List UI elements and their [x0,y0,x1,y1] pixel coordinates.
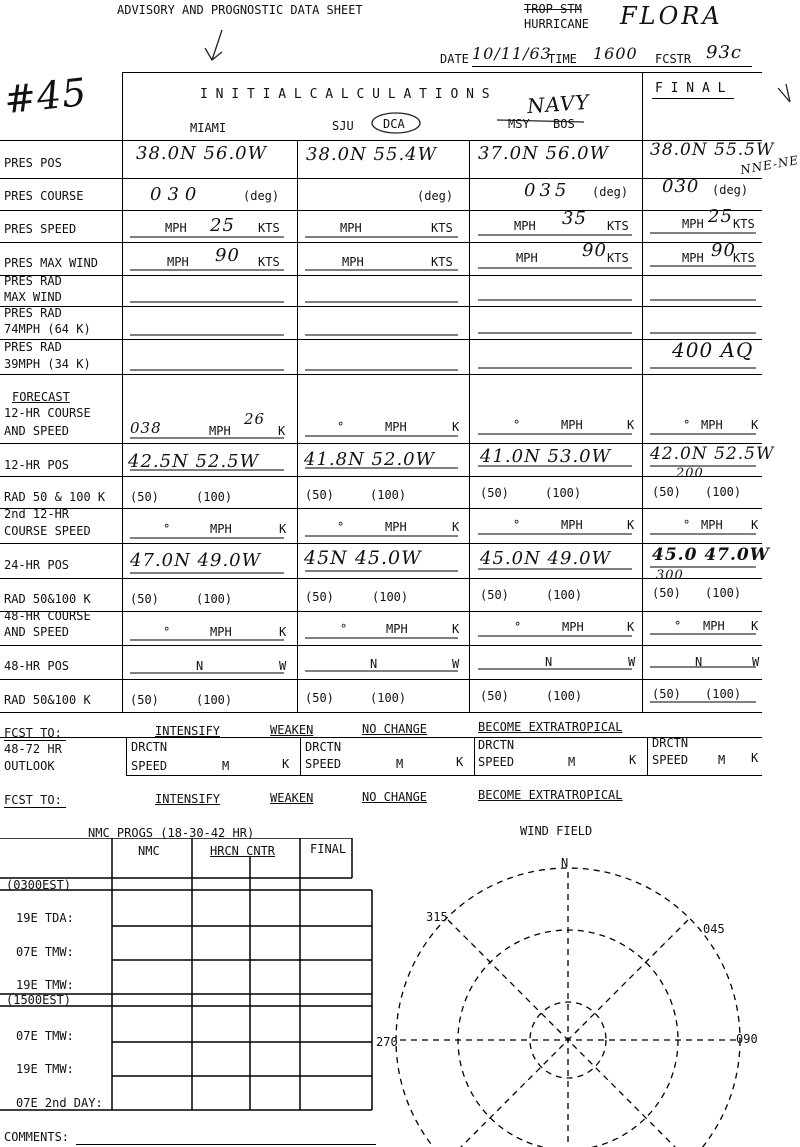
unit-mph: MPH [385,420,407,434]
unit-kts: KTS [733,251,755,265]
hw-final-12hr-pos: 42.0N 52.5W [650,444,775,464]
row-24hr-pos: 24-HR POS [4,558,70,572]
row-pres-rad-39-1: PRES RAD [4,340,62,354]
row-pres-course: PRES COURSE [4,189,84,203]
grid-vline [300,737,301,775]
unit-kts: KTS [607,251,629,265]
rad-100: (100) [546,689,583,703]
time-label: TIME [548,52,577,66]
unit-mph: MPH [210,625,232,639]
row-pres-rad-39-2: 39MPH (34 K) [4,357,91,371]
nmc-row-19e-tmw: 19E TMW: [16,978,74,992]
outlook-speed: SPEED [305,757,342,771]
unit-deg-symbol: ° [337,520,345,534]
row-48hr-pos: 48-HR POS [4,659,70,673]
unit-deg-symbol: ° [683,518,691,532]
outlook-k: K [456,755,464,769]
hw-miami-pos: 38.0N 56.0W [136,143,268,164]
hw-miami-speed: 25 [210,215,235,236]
unit-deg: (deg) [243,189,280,203]
outlook-drctn: DRCTN [305,740,342,754]
unit-mph: MPH [514,219,536,233]
unit-mph: MPH [165,221,187,235]
unit-mph: MPH [385,520,407,534]
unit-n: N [370,657,378,671]
hw-miami-wind: 90 [215,245,240,266]
unit-mph: MPH [682,217,704,231]
rad-100: (100) [196,592,233,606]
rad-100: (100) [545,486,582,500]
row-forecast-1: FORECAST [12,390,70,404]
unit-mph: MPH [516,251,538,265]
fcst-no-change: NO CHANGE [362,722,428,736]
row-rad-50-100-b: RAD 50&100 K [4,592,91,606]
nmc-col-hrcn: HRCN CNTR [210,844,276,858]
unit-mph: MPH [562,620,584,634]
hw-navy-wind: 90 [582,240,607,261]
fcstr-value: 93c [706,42,742,63]
unit-deg-symbol: ° [513,518,521,532]
row-pres-max-wind: PRES MAX WIND [4,256,98,270]
row-pres-pos: PRES POS [4,156,62,170]
hw-dca-12hr-pos: 41.8N 52.0W [304,449,436,470]
rad-50: (50) [652,687,681,701]
outlook-k: K [751,751,759,765]
hw-final-24hr-rad: 300 [656,568,684,583]
rad-50: (50) [305,691,334,705]
hw-navy-pos: 37.0N 56.0W [478,143,610,164]
unit-k: K [751,619,759,633]
unit-kts: KTS [258,221,280,235]
fcst-weaken-2: WEAKEN [270,791,314,805]
comments-label: COMMENTS: [4,1130,70,1144]
fcst-to-label-2: FCST TO: [4,793,62,807]
unit-mph: MPH [703,619,725,633]
fcst-underline [4,740,66,741]
outlook-speed: SPEED [478,755,515,769]
fcst-extratropical: BECOME EXTRATROPICAL [478,720,623,734]
storm-type: HURRICANE [524,17,590,31]
time-value: 1600 [593,44,638,63]
hw-navy-speed: 35 [562,208,587,229]
col-navy: NAVY [526,89,591,119]
unit-k: K [627,418,635,432]
unit-kts: KTS [258,255,280,269]
unit-deg-symbol: ° [683,418,691,432]
hw-final-rad-34: 400 AQ [672,338,754,362]
nmc-col-nmc: NMC [138,844,160,858]
nmc-col-final: FINAL [310,842,347,856]
rad-50: (50) [480,486,509,500]
row-2nd-course-2: COURSE SPEED [4,524,91,538]
unit-mph: MPH [561,518,583,532]
unit-deg-symbol: ° [674,619,682,633]
unit-w: W [452,657,460,671]
grid-vline [126,737,127,775]
wind-270: 270 [376,1035,398,1049]
unit-kts: KTS [431,221,453,235]
unit-k: K [751,418,759,432]
fcst-intensify: INTENSIFY [155,724,221,738]
rad-50: (50) [480,689,509,703]
storm-type-struck: TROP STM [524,2,582,16]
date-label: DATE [440,52,469,66]
rad-50: (50) [130,592,159,606]
row-pres-rad-max-2: MAX WIND [4,290,62,304]
hw-miami-12hr-speed: 26 [244,410,266,428]
unit-k: K [452,420,460,434]
unit-deg: (deg) [592,185,629,199]
rad-50: (50) [480,588,509,602]
col-sju: SJU [332,119,354,133]
unit-k: K [279,522,287,536]
hw-dca-pos: 38.0N 55.4W [306,144,438,165]
outlook-k: K [629,753,637,767]
unit-deg-symbol: ° [163,625,171,639]
fcst-extratropical-2: BECOME EXTRATROPICAL [478,788,623,802]
outlook-drctn: DRCTN [131,740,168,754]
grid-vline [647,737,648,775]
hw-navy-12hr-pos: 41.0N 53.0W [480,446,612,467]
wind-field-diagram [380,850,780,1147]
date-value: 10/11/63 [472,44,552,63]
unit-mph: MPH [210,522,232,536]
row-12hr-pos: 12-HR POS [4,458,70,472]
hw-final-wind: 90 [711,240,736,261]
hw-final-12hr-rad: 200 [676,466,704,481]
row-pres-speed: PRES SPEED [4,222,77,236]
hw-miami-12hr-pos: 42.5N 52.5W [128,451,260,472]
hw-final-speed: 25 [708,206,733,227]
nmc-row-19e-tda: 19E TDA: [16,911,74,925]
fcst-underline [4,807,66,808]
wind-315: 315 [426,910,448,924]
unit-deg: (deg) [712,183,749,197]
unit-k: K [279,625,287,639]
rad-50: (50) [130,693,159,707]
rad-100: (100) [705,485,742,499]
col-dca: DCA [383,117,405,131]
wind-090: 090 [736,1032,758,1046]
unit-deg-symbol: ° [337,420,345,434]
rad-100: (100) [705,586,742,600]
rad-100: (100) [370,691,407,705]
rad-100: (100) [196,693,233,707]
unit-n: N [196,659,204,673]
unit-mph: MPH [561,418,583,432]
unit-w: W [279,659,287,673]
col-miami: MIAMI [190,121,227,135]
rad-100: (100) [196,490,233,504]
unit-w: W [752,655,760,669]
outlook-drctn: DRCTN [478,738,515,752]
fcstr-label: FCSTR [655,52,692,66]
storm-name: FLORA [620,2,723,30]
row-pres-rad-74-1: PRES RAD [4,306,62,320]
unit-kts: KTS [431,255,453,269]
row-rad-50-100-a: RAD 50 & 100 K [4,490,106,504]
hw-final-24hr-pos: 45.0 47.0W [652,545,770,565]
col-bos: BOS [553,117,575,131]
unit-k: K [278,424,286,438]
col-msy: MSY [508,117,530,131]
wind-field-title: WIND FIELD [520,824,593,838]
hw-final-pos: 38.0N 55.5W [650,140,775,160]
row-48hr-course-2: AND SPEED [4,625,70,639]
fcst-no-change-2: NO CHANGE [362,790,428,804]
unit-deg-symbol: ° [514,620,522,634]
nmc-row-07e-2nd-day: 07E 2nd DAY: [16,1096,103,1110]
comments-line [76,1144,376,1145]
row-pres-rad-max-1: PRES RAD [4,274,62,288]
fcst-intensify-2: INTENSIFY [155,792,221,806]
hw-navy-24hr-pos: 45.0N 49.0W [480,548,612,569]
unit-mph: MPH [340,221,362,235]
grid-line [126,775,762,776]
hw-navy-course: 035 [524,180,571,201]
hw-final-course-note: NNE-NE [739,152,800,178]
outlook-m: M [396,757,404,771]
rad-50: (50) [652,485,681,499]
unit-k: K [627,518,635,532]
unit-deg-symbol: ° [513,418,521,432]
hw-miami-24hr-pos: 47.0N 49.0W [130,550,262,571]
nmc-title: NMC PROGS (18-30-42 HR) [88,826,255,840]
outlook-m: M [718,753,726,767]
row-forecast-3: AND SPEED [4,424,70,438]
hw-miami-course: 030 [150,184,203,205]
nmc-row-19e-tmw-2: 19E TMW: [16,1062,74,1076]
rad-100: (100) [370,488,407,502]
rad-50: (50) [305,488,334,502]
outlook-label-1: 48-72 HR [4,742,62,756]
nmc-row-07e-tmw: 07E TMW: [16,945,74,959]
outlook-speed: SPEED [652,753,689,767]
unit-k: K [627,620,635,634]
fcst-to-label: FCST TO: [4,726,62,740]
unit-deg-symbol: ° [340,622,348,636]
wind-north: N [561,856,569,870]
rad-50: (50) [305,590,334,604]
unit-mph: MPH [167,255,189,269]
unit-w: W [628,655,636,669]
hw-final-course: 030 [662,176,700,197]
grid-vline [474,737,475,775]
unit-k: K [751,518,759,532]
row-rad-50-100-c: RAD 50&100 K [4,693,91,707]
outlook-k: K [282,757,290,771]
rad-100: (100) [372,590,409,604]
rad-100: (100) [705,687,742,701]
nmc-sec-0300: (0300EST) [6,878,72,892]
unit-k: K [452,520,460,534]
outlook-m: M [568,755,576,769]
outlook-drctn: DRCTN [652,736,689,750]
outlook-m: M [222,759,230,773]
unit-mph: MPH [342,255,364,269]
wind-045: 045 [703,922,725,936]
unit-n: N [545,655,553,669]
unit-mph: MPH [682,251,704,265]
row-pres-rad-74-2: 74MPH (64 K) [4,322,91,336]
unit-mph: MPH [701,418,723,432]
unit-mph: MPH [701,518,723,532]
hw-dca-24hr-pos: 45N 45.0W [304,547,422,569]
fcst-weaken: WEAKEN [270,723,314,737]
row-48hr-course-1: 48-HR COURSE [4,609,91,623]
outlook-speed: SPEED [131,759,168,773]
row-2nd-course-1: 2nd 12-HR [4,507,70,521]
nmc-sec-1500: (1500EST) [6,993,72,1007]
hw-miami-12hr-course: 038 [130,419,162,437]
initial-calc-heading: I N I T I A L C A L C U L A T I O N S [200,87,490,102]
rad-100: (100) [546,588,583,602]
rad-50: (50) [130,490,159,504]
unit-n: N [695,655,703,669]
sheet-title: ADVISORY AND PROGNOSTIC DATA SHEET [117,3,363,17]
outlook-label-2: OUTLOOK [4,759,55,773]
row-forecast-2: 12-HR COURSE [4,406,91,420]
unit-deg: (deg) [417,189,454,203]
unit-k: K [452,622,460,636]
unit-kts: KTS [607,219,629,233]
final-heading: F I N A L [655,81,726,96]
unit-deg-symbol: ° [163,522,171,536]
unit-kts: KTS [733,217,755,231]
unit-mph: MPH [209,424,231,438]
unit-mph: MPH [386,622,408,636]
advisory-number: #45 [1,69,90,123]
nmc-row-07e-tmw-2: 07E TMW: [16,1029,74,1043]
rad-50: (50) [652,586,681,600]
